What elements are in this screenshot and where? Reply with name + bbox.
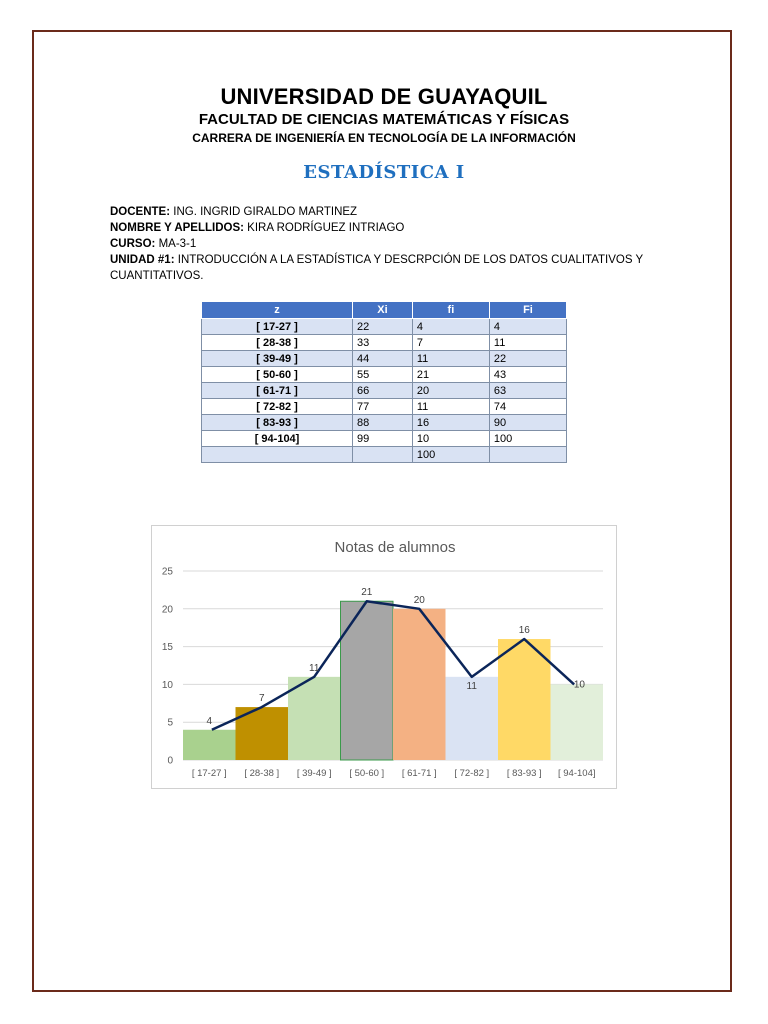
cell-fi: 21 (412, 367, 489, 383)
unidad-line (110, 252, 670, 284)
cell-xi: 22 (353, 319, 413, 335)
y-tick-label: 10 (161, 679, 173, 691)
cell-z: [ 61-71 ] (202, 383, 353, 399)
y-tick-label: 20 (161, 604, 173, 616)
cell-Fi: 43 (489, 367, 566, 383)
data-label: 10 (573, 679, 585, 691)
cell-z: [ 50-60 ] (202, 367, 353, 383)
table-row (202, 335, 567, 351)
x-tick-label: [ 83-93 ] (506, 768, 542, 779)
cell-fi: 100 (412, 447, 489, 463)
bar (183, 730, 236, 760)
cell-Fi: 74 (489, 399, 566, 415)
header-Fi: Fi (489, 302, 566, 319)
x-tick-label: [ 94-104] (558, 768, 596, 779)
x-tick-label: [ 28-38 ] (244, 768, 280, 779)
curso-value: MA-3-1 (158, 238, 197, 250)
chart-title: Notas de alumnos (334, 539, 456, 556)
table-row (202, 415, 567, 431)
cell-Fi: 63 (489, 383, 566, 399)
curso-line (110, 236, 670, 252)
docente-value: ING. INGRID GIRALDO MARTINEZ (173, 206, 358, 218)
table-row (202, 351, 567, 367)
university-title: UNIVERSIDAD DE GUAYAQUIL (220, 84, 548, 109)
curso-label: CURSO: (110, 238, 156, 250)
cell-Fi: 11 (489, 335, 566, 351)
course-title: ESTADÍSTICA I (303, 162, 465, 183)
cell-z (202, 447, 353, 463)
bar (288, 677, 341, 760)
header-fi: fi (412, 302, 489, 319)
y-tick-label: 15 (161, 642, 173, 654)
cell-z: [ 17-27 ] (202, 319, 353, 335)
table-header-row (202, 302, 567, 319)
cell-z: [ 72-82 ] (202, 399, 353, 415)
data-label: 7 (258, 693, 265, 705)
x-tick-label: [ 39-49 ] (296, 768, 332, 779)
cell-xi: 44 (353, 351, 413, 367)
table-row (202, 399, 567, 415)
x-tick-label: [ 17-27 ] (191, 768, 227, 779)
data-label: 16 (518, 625, 530, 637)
histogram-chart (151, 525, 617, 789)
cell-xi: 66 (353, 383, 413, 399)
bar (341, 601, 394, 760)
cell-z: [ 94-104] (202, 431, 353, 447)
y-tick-label: 0 (167, 755, 173, 767)
docente-label: DOCENTE: (110, 206, 171, 218)
x-tick-label: [ 61-71 ] (401, 768, 437, 779)
cell-xi: 55 (353, 367, 413, 383)
faculty-title: FACULTAD DE CIENCIAS MATEMÁTICAS Y FÍSICAS (198, 111, 570, 128)
cell-xi (353, 447, 413, 463)
cell-Fi: 90 (489, 415, 566, 431)
x-tick-label: [ 72-82 ] (454, 768, 490, 779)
table-row (202, 447, 567, 463)
bar (551, 684, 604, 760)
cell-Fi: 22 (489, 351, 566, 367)
chart-svg (152, 526, 618, 790)
y-tick-label: 5 (167, 717, 173, 729)
cell-fi: 7 (412, 335, 489, 351)
docente-line (110, 204, 670, 220)
data-label: 20 (413, 594, 425, 606)
cell-fi: 4 (412, 319, 489, 335)
header-z: z (202, 302, 353, 319)
table-row (202, 319, 567, 335)
data-label: 4 (206, 715, 213, 727)
data-label: 11 (309, 662, 320, 674)
nombre-line (110, 220, 670, 236)
data-label: 11 (466, 680, 477, 692)
x-tick-label: [ 50-60 ] (349, 768, 385, 779)
cell-xi: 88 (353, 415, 413, 431)
table-row (202, 383, 567, 399)
cell-fi: 11 (412, 399, 489, 415)
cell-xi: 99 (353, 431, 413, 447)
student-info (110, 204, 670, 284)
cell-xi: 77 (353, 399, 413, 415)
nombre-label: NOMBRE Y APELLIDOS: (110, 222, 244, 234)
y-tick-label: 25 (161, 566, 173, 578)
cell-fi: 16 (412, 415, 489, 431)
cell-xi: 33 (353, 335, 413, 351)
cell-fi: 11 (412, 351, 489, 367)
nombre-value: KIRA RODRÍGUEZ INTRIAGO (247, 222, 405, 234)
frequency-table (201, 301, 567, 463)
header-xi: Xi (353, 302, 413, 319)
cell-z: [ 39-49 ] (202, 351, 353, 367)
table-row (202, 431, 567, 447)
cell-z: [ 28-38 ] (202, 335, 353, 351)
cell-Fi: 100 (489, 431, 566, 447)
table-row (202, 367, 567, 383)
unidad-value: INTRODUCCIÓN A LA ESTADÍSTICA Y DESCRPCIÓN DE LOS DATOS CUALITATIVOS Y CUANTITATIVOS. (110, 254, 643, 282)
career-title: CARRERA DE INGENIERÍA EN TECNOLOGÍA DE LA INFORMACIÓN (192, 131, 576, 145)
cell-z: [ 83-93 ] (202, 415, 353, 431)
cell-fi: 20 (412, 383, 489, 399)
cell-fi: 10 (412, 431, 489, 447)
data-label: 21 (361, 587, 373, 599)
cell-Fi: 4 (489, 319, 566, 335)
cell-Fi (489, 447, 566, 463)
unidad-label: UNIDAD #1: (110, 254, 175, 266)
